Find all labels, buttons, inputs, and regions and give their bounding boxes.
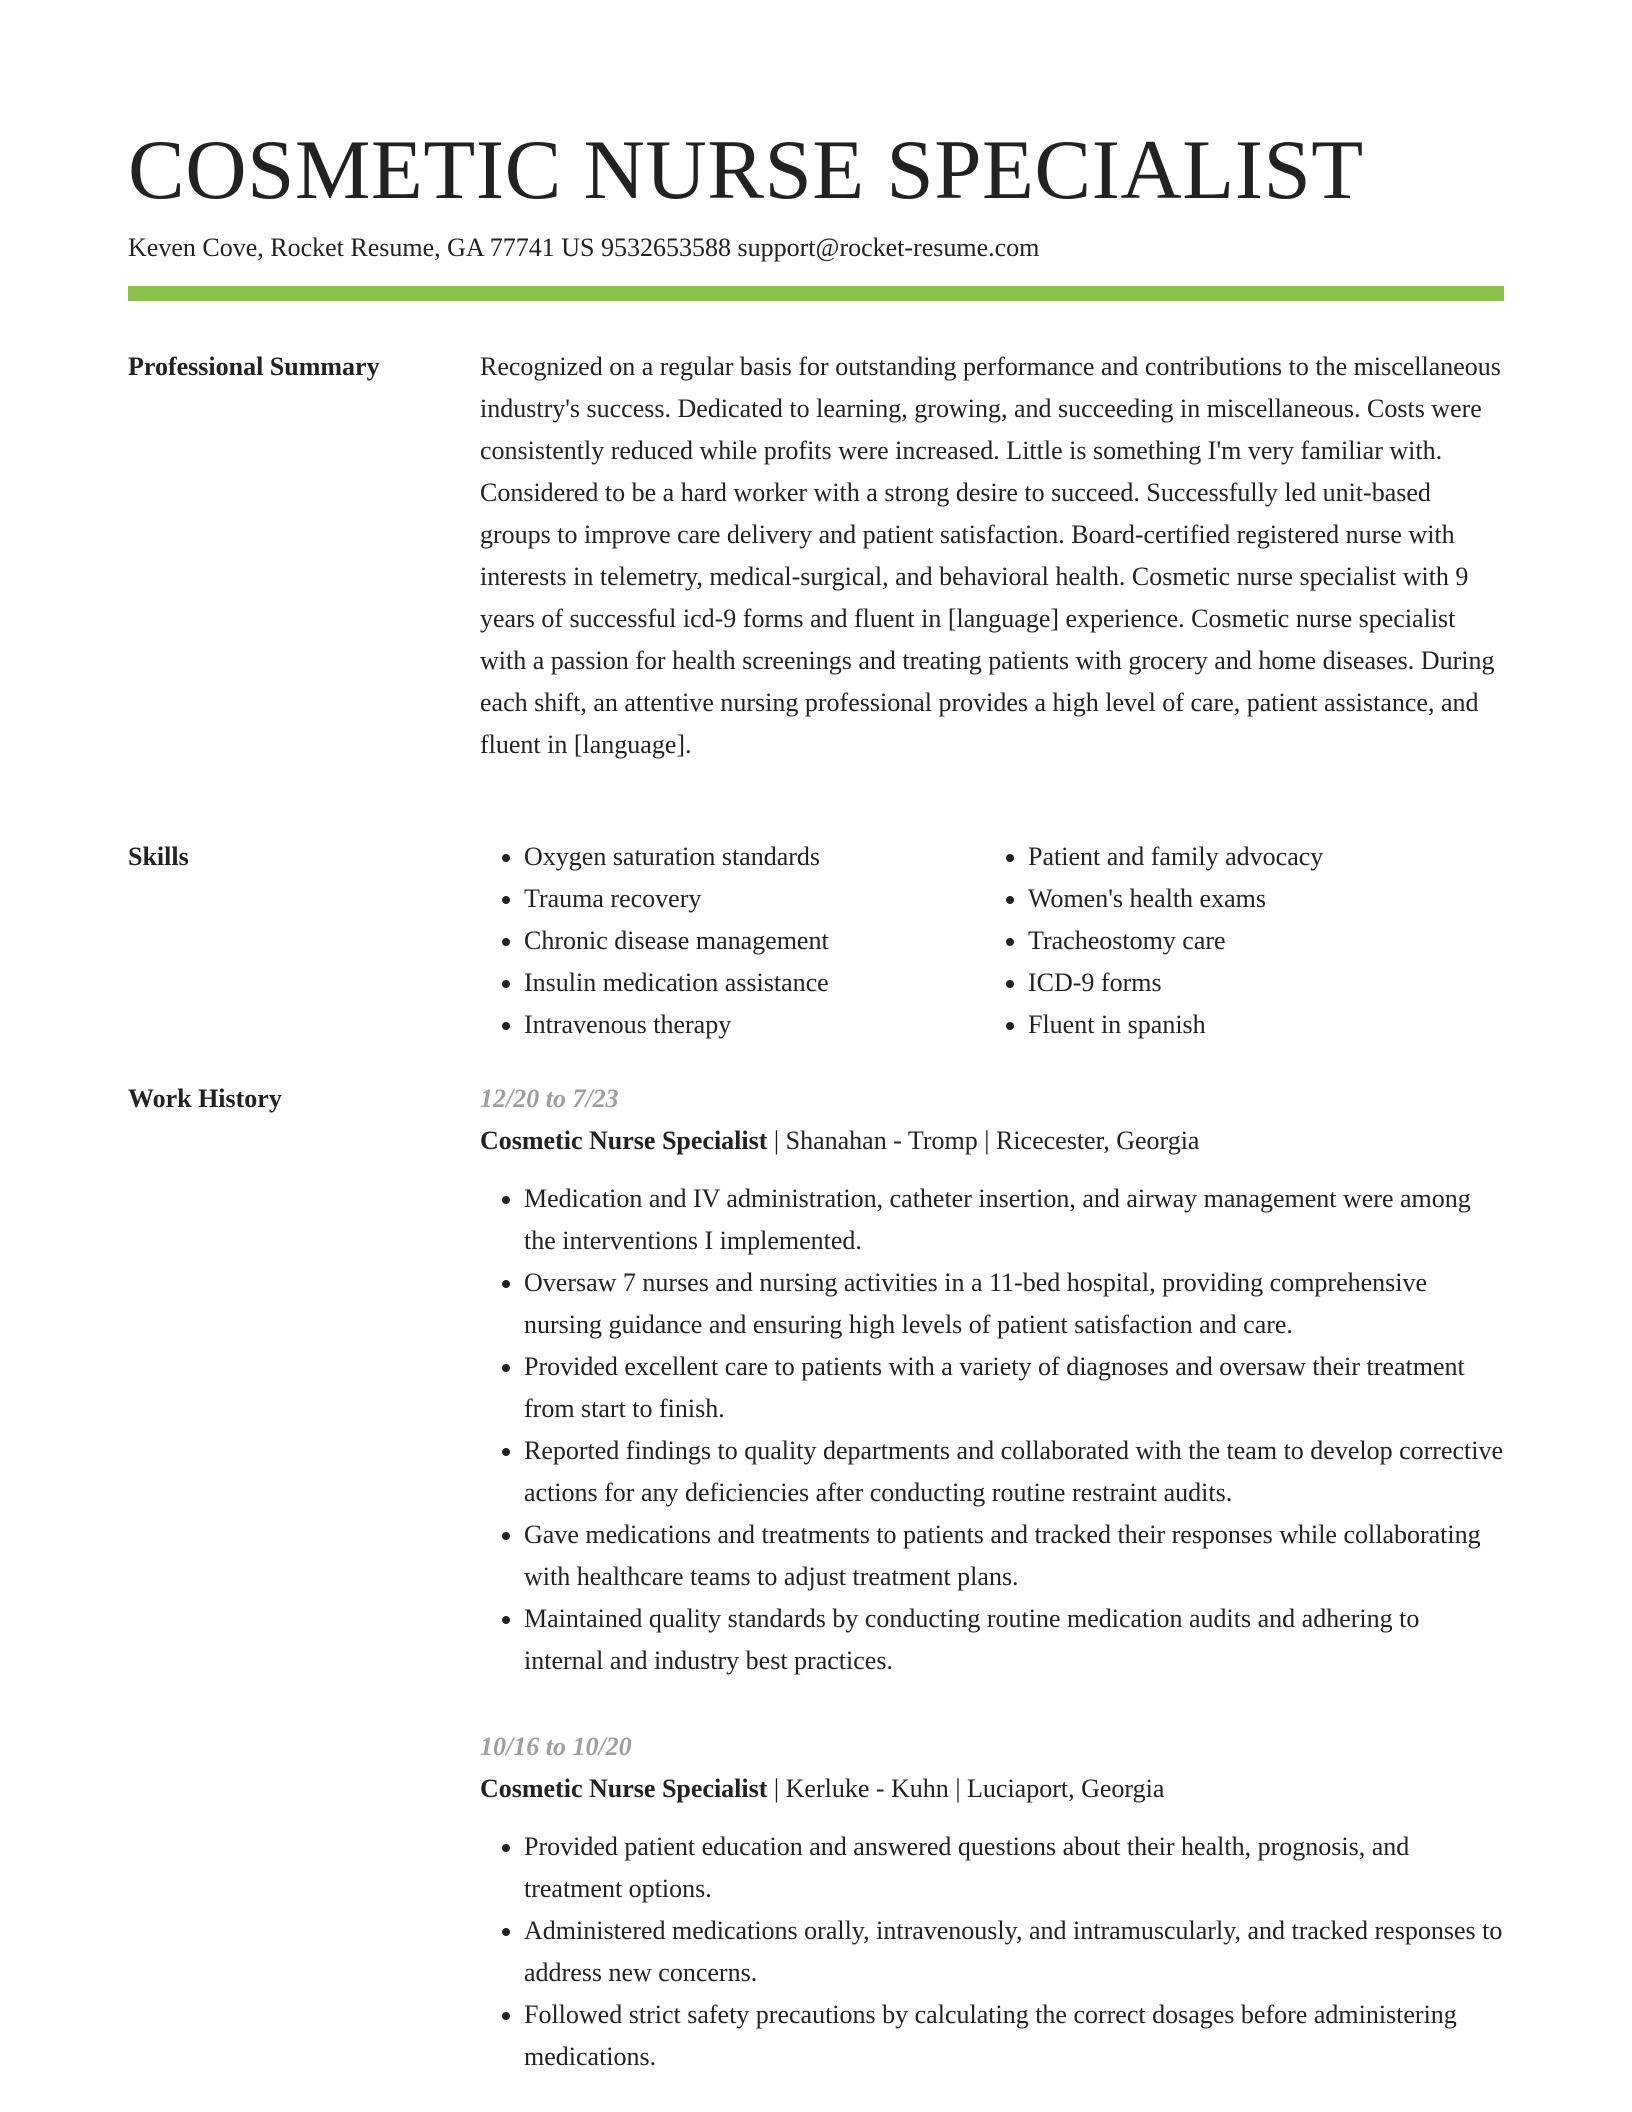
work-history-heading: Work History — [128, 1084, 282, 1113]
job-bullet: • Followed strict safety precautions by calculating the correct dosages before administering medications. — [524, 1994, 1504, 2078]
job-bullet: • Provided patient education and answered questions about their health, prognosis, and treatment options. — [524, 1826, 1504, 1910]
job-bullet: • Administered medications orally, intravenously, and intramuscularly, and tracked responses to address new concerns. — [524, 1910, 1504, 1994]
skill-item: • Fluent in spanish — [1028, 1004, 1488, 1046]
skill-item: • Trauma recovery — [524, 878, 984, 920]
job-header — [480, 1768, 1504, 1810]
summary-heading: Professional Summary — [128, 352, 380, 381]
job-bullets — [480, 1178, 1504, 1682]
skills-list-right — [984, 836, 1488, 1046]
work-history-body — [480, 1078, 1504, 2078]
job-bullets — [480, 1826, 1504, 2078]
skill-item: • Chronic disease management — [524, 920, 984, 962]
skill-item: • Insulin medication assistance — [524, 962, 984, 1004]
skill-item: • Tracheostomy care — [1028, 920, 1488, 962]
skills-list-left — [480, 836, 984, 1046]
skill-item: • Intravenous therapy — [524, 1004, 984, 1046]
contact-line: Keven Cove, Rocket Resume, GA 77741 US 9532653588 support@rocket-resume.com — [128, 233, 1040, 262]
job-header — [480, 1120, 1504, 1162]
job-bullet: • Medication and IV administration, catheter insertion, and airway management were among the interventions I implemented. — [524, 1178, 1504, 1262]
job-dates: 10/16 to 10/20 — [480, 1732, 632, 1761]
skill-item: • Oxygen saturation standards — [524, 836, 984, 878]
resume-title: COSMETIC NURSE SPECIALIST — [128, 123, 1364, 217]
job-entry — [480, 1726, 1504, 2078]
job-spacer — [480, 1682, 1504, 1726]
job-bullet: • Provided excellent care to patients with a variety of diagnoses and oversaw their treatment from start to finish. — [524, 1346, 1504, 1430]
separator: | — [948, 1774, 968, 1803]
job-location: Ricecester, Georgia — [995, 1126, 1200, 1155]
job-bullet: • Gave medications and treatments to patients and tracked their responses while collaborating with healthcare teams to adjust treatment plans. — [524, 1514, 1504, 1598]
separator: | — [767, 1126, 786, 1155]
skill-item: • Patient and family advocacy — [1028, 836, 1488, 878]
job-location: Luciaport, Georgia — [967, 1774, 1165, 1803]
summary-text: Recognized on a regular basis for outstanding performance and contributions to the miscellaneous industry's success. Dedicated to learning, growing, and succeeding in miscellaneous. Costs were consistently reduced while profits were increased. Little is something I'm very familiar with. Considered to be a hard worker with a strong desire to succeed. Successfully led unit-based groups to improve care delivery and patient satisfaction. Board-certified registered nurse with interests in telemetry, medical-surgical, and behavioral health. Cosmetic nurse specialist with 9 years of successful icd-9 forms and fluent in [language] experience. Cosmetic nurse specialist with a passion for health screenings and treating patients with grocery and home diseases. During each shift, an attentive nursing professional provides a high level of care, patient assistance, and fluent in [language]. — [480, 352, 1501, 759]
separator: | — [977, 1126, 996, 1155]
job-dates: 12/20 to 7/23 — [480, 1084, 619, 1113]
skills-body — [480, 836, 1504, 1046]
summary-body — [480, 346, 1504, 766]
job-company: Kerluke - Kuhn — [785, 1774, 949, 1803]
job-bullet: • Oversaw 7 nurses and nursing activities in a 11-bed hospital, providing comprehensive nursing guidance and ensuring high levels of patient satisfaction and care. — [524, 1262, 1504, 1346]
skill-item: • ICD-9 forms — [1028, 962, 1488, 1004]
skills-heading: Skills — [128, 842, 189, 871]
job-title: Cosmetic Nurse Specialist — [480, 1774, 768, 1803]
job-entry — [480, 1078, 1504, 1682]
job-title: Cosmetic Nurse Specialist — [480, 1126, 768, 1155]
job-company: Shanahan - Tromp — [785, 1126, 978, 1155]
job-bullet: • Reported findings to quality departments and collaborated with the team to develop corrective actions for any deficiencies after conducting routine restraint audits. — [524, 1430, 1504, 1514]
separator: | — [767, 1774, 786, 1803]
accent-divider — [128, 286, 1504, 301]
job-bullet: • Maintained quality standards by conducting routine medication audits and adhering to internal and industry best practices. — [524, 1598, 1504, 1682]
skill-item: • Women's health exams — [1028, 878, 1488, 920]
